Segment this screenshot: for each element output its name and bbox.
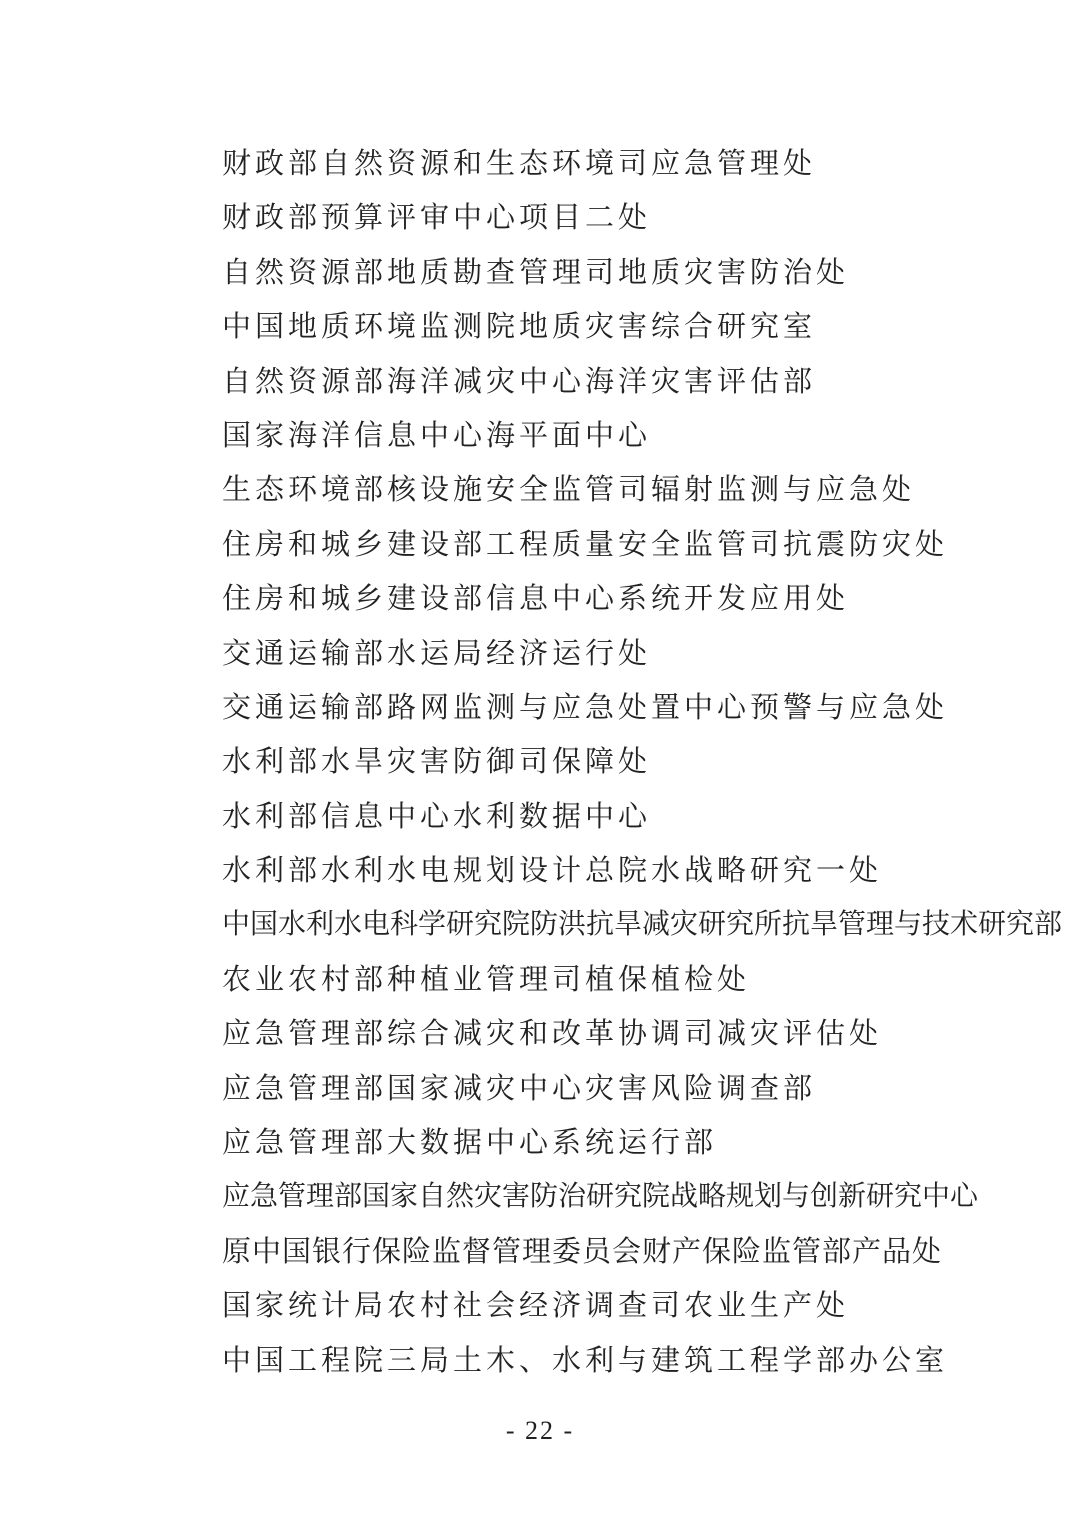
list-item: 交通运输部路网监测与应急处置中心预警与应急处 [222, 689, 949, 724]
list-item: 原中国银行保险监督管理委员会财产保险监管部产品处 [222, 1233, 943, 1268]
list-item: 应急管理部国家自然灾害防治研究院战略规划与创新研究中心 [222, 1179, 979, 1213]
list-item: 水利部信息中心水利数据中心 [222, 798, 652, 833]
list-item: 应急管理部综合减灾和改革协调司减灾评估处 [222, 1016, 883, 1051]
list-item: 自然资源部地质勘查管理司地质灾害防治处 [222, 254, 850, 289]
list-item: 国家海洋信息中心海平面中心 [222, 417, 652, 452]
list-item: 水利部水旱灾害防御司保障处 [222, 744, 652, 779]
list-item: 中国工程院三局土木、水利与建筑工程学部办公室 [222, 1342, 949, 1377]
list-item: 中国水利水电科学研究院防洪抗旱减灾研究所抗旱管理与技术研究部 [222, 907, 1063, 941]
list-item: 财政部自然资源和生态环境司应急管理处 [222, 146, 817, 180]
list-item: 中国地质环境监测院地质灾害综合研究室 [222, 309, 817, 344]
list-item: 生态环境部核设施安全监管司辐射监测与应急处 [222, 472, 916, 507]
page-number: - 22 - [505, 1416, 575, 1445]
organization-list [222, 136, 1063, 1387]
list-item: 住房和城乡建设部信息中心系统开发应用处 [222, 581, 850, 616]
list-item: 国家统计局农村社会经济调查司农业生产处 [222, 1288, 850, 1323]
list-item: 自然资源部海洋减灾中心海洋灾害评估部 [222, 363, 817, 398]
list-item: 财政部预算评审中心项目二处 [222, 200, 652, 235]
list-item: 应急管理部国家减灾中心灾害风险调查部 [222, 1070, 817, 1105]
list-item: 水利部水利水电规划设计总院水战略研究一处 [222, 853, 883, 888]
list-item: 住房和城乡建设部工程质量安全监管司抗震防灾处 [222, 526, 949, 561]
list-item: 农业农村部种植业管理司植保植检处 [222, 961, 751, 996]
list-item: 交通运输部水运局经济运行处 [222, 635, 652, 670]
list-item: 应急管理部大数据中心系统运行部 [222, 1125, 718, 1160]
